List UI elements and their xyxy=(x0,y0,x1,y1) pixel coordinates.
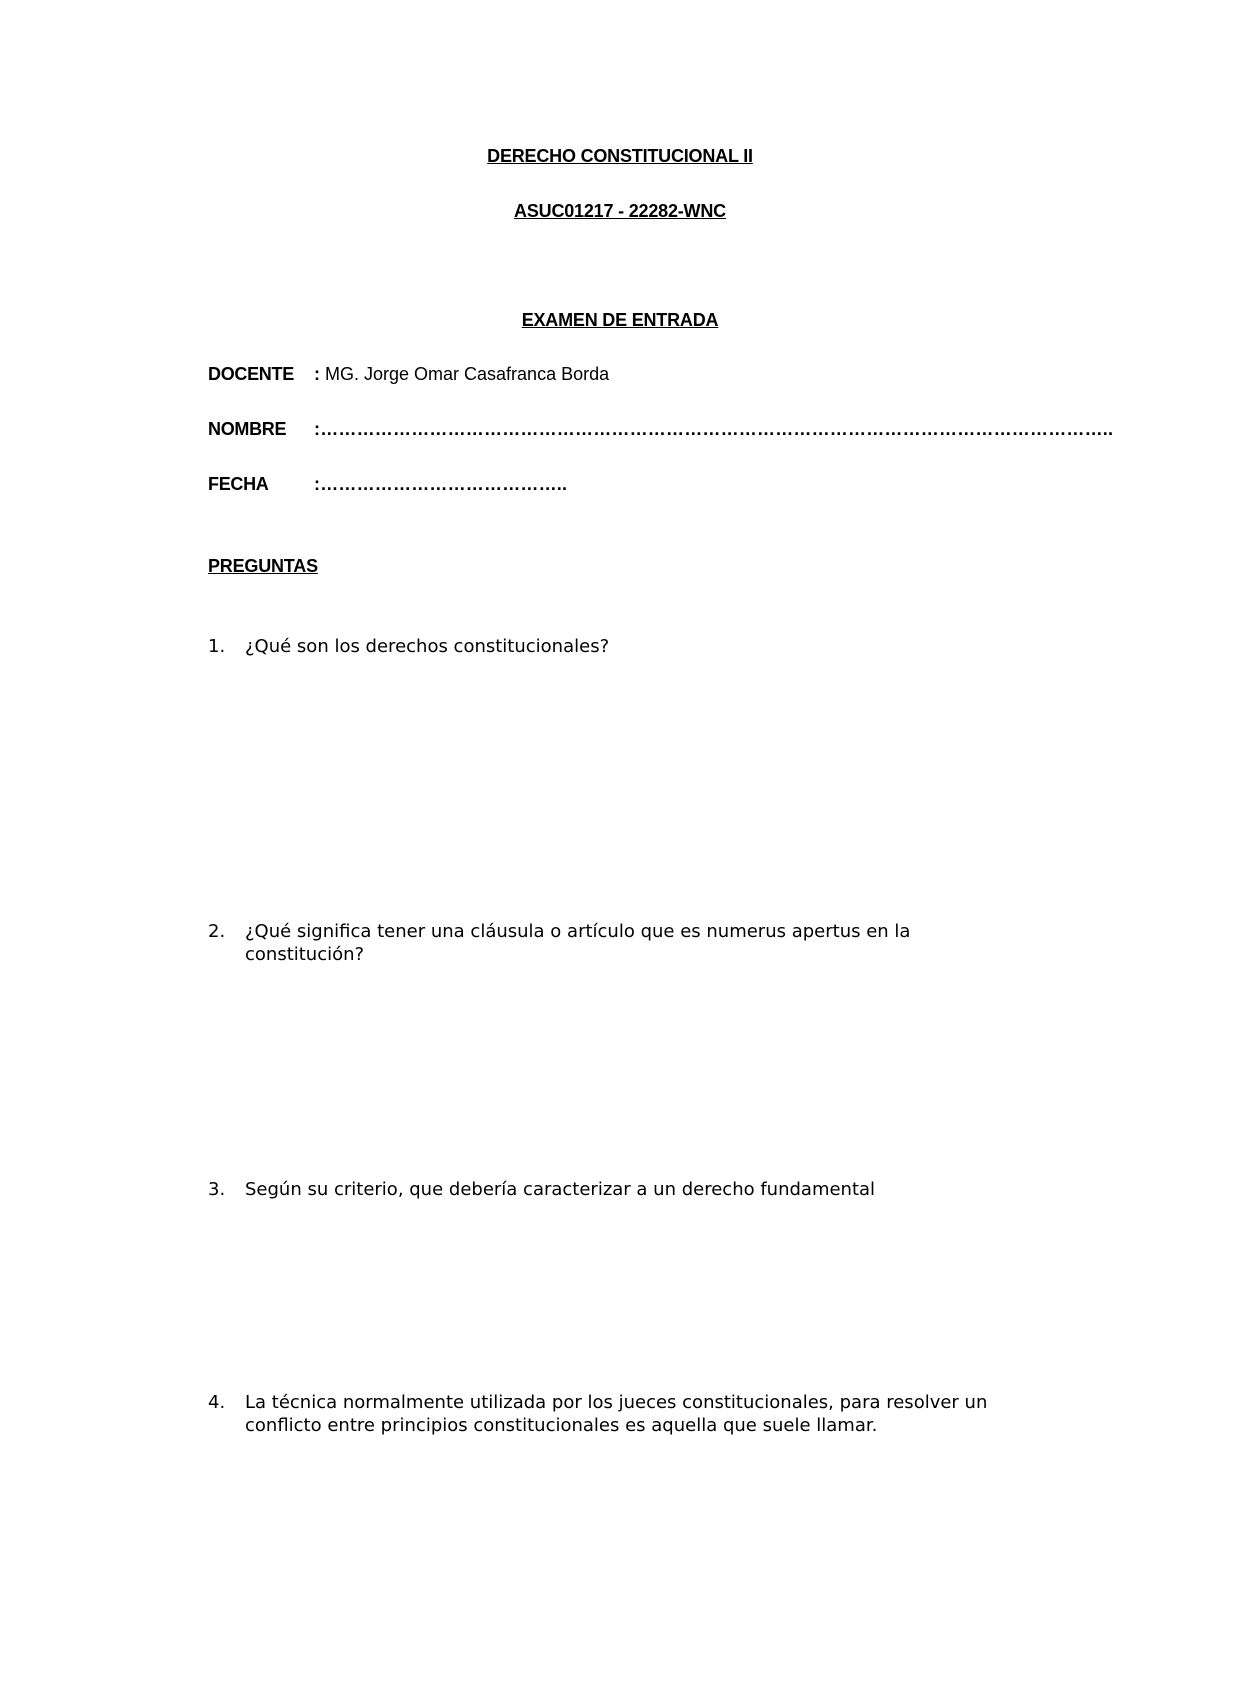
fecha-label: FECHA xyxy=(208,474,269,494)
question-text: ¿Qué significa tener una cláusula o artículo que es numerus apertus en la constitución? xyxy=(245,921,911,965)
course-title: DERECHO CONSTITUCIONAL II xyxy=(487,146,753,166)
question-number: 2. xyxy=(208,921,226,942)
exam-title: EXAMEN DE ENTRADA xyxy=(521,310,719,330)
docente-colon: : xyxy=(314,364,320,384)
docente-label: DOCENTE xyxy=(208,364,294,384)
fecha-blank: :………………………………….. xyxy=(314,474,568,494)
question-number: 1. xyxy=(208,636,226,657)
nombre-label: NOMBRE xyxy=(208,419,287,439)
question-4 xyxy=(208,1391,1008,1437)
question-1 xyxy=(208,635,1008,658)
question-number: 4. xyxy=(208,1392,226,1413)
questions-title: PREGUNTAS xyxy=(208,556,318,576)
question-text: La técnica normalmente utilizada por los jueces constitucionales, para resolver un conflicto entre principios constitucionales es aquella que suele llamar. xyxy=(245,1392,988,1436)
question-number: 3. xyxy=(208,1179,226,1200)
docente-name: MG. Jorge Omar Casafranca Borda xyxy=(320,364,610,384)
question-3 xyxy=(208,1178,1008,1201)
nombre-blank: :………………………………………………………………………………………………………………….. xyxy=(314,419,1114,439)
fecha-field xyxy=(208,474,608,500)
docente-value xyxy=(314,364,609,385)
question-2 xyxy=(208,920,1008,966)
question-text: Según su criterio, que debería caracterizar a un derecho fundamental xyxy=(245,1179,876,1200)
nombre-field xyxy=(208,419,1114,445)
course-code: ASUC01217 - 22282-WNC xyxy=(514,201,726,221)
question-text: ¿Qué son los derechos constitucionales? xyxy=(245,636,610,657)
